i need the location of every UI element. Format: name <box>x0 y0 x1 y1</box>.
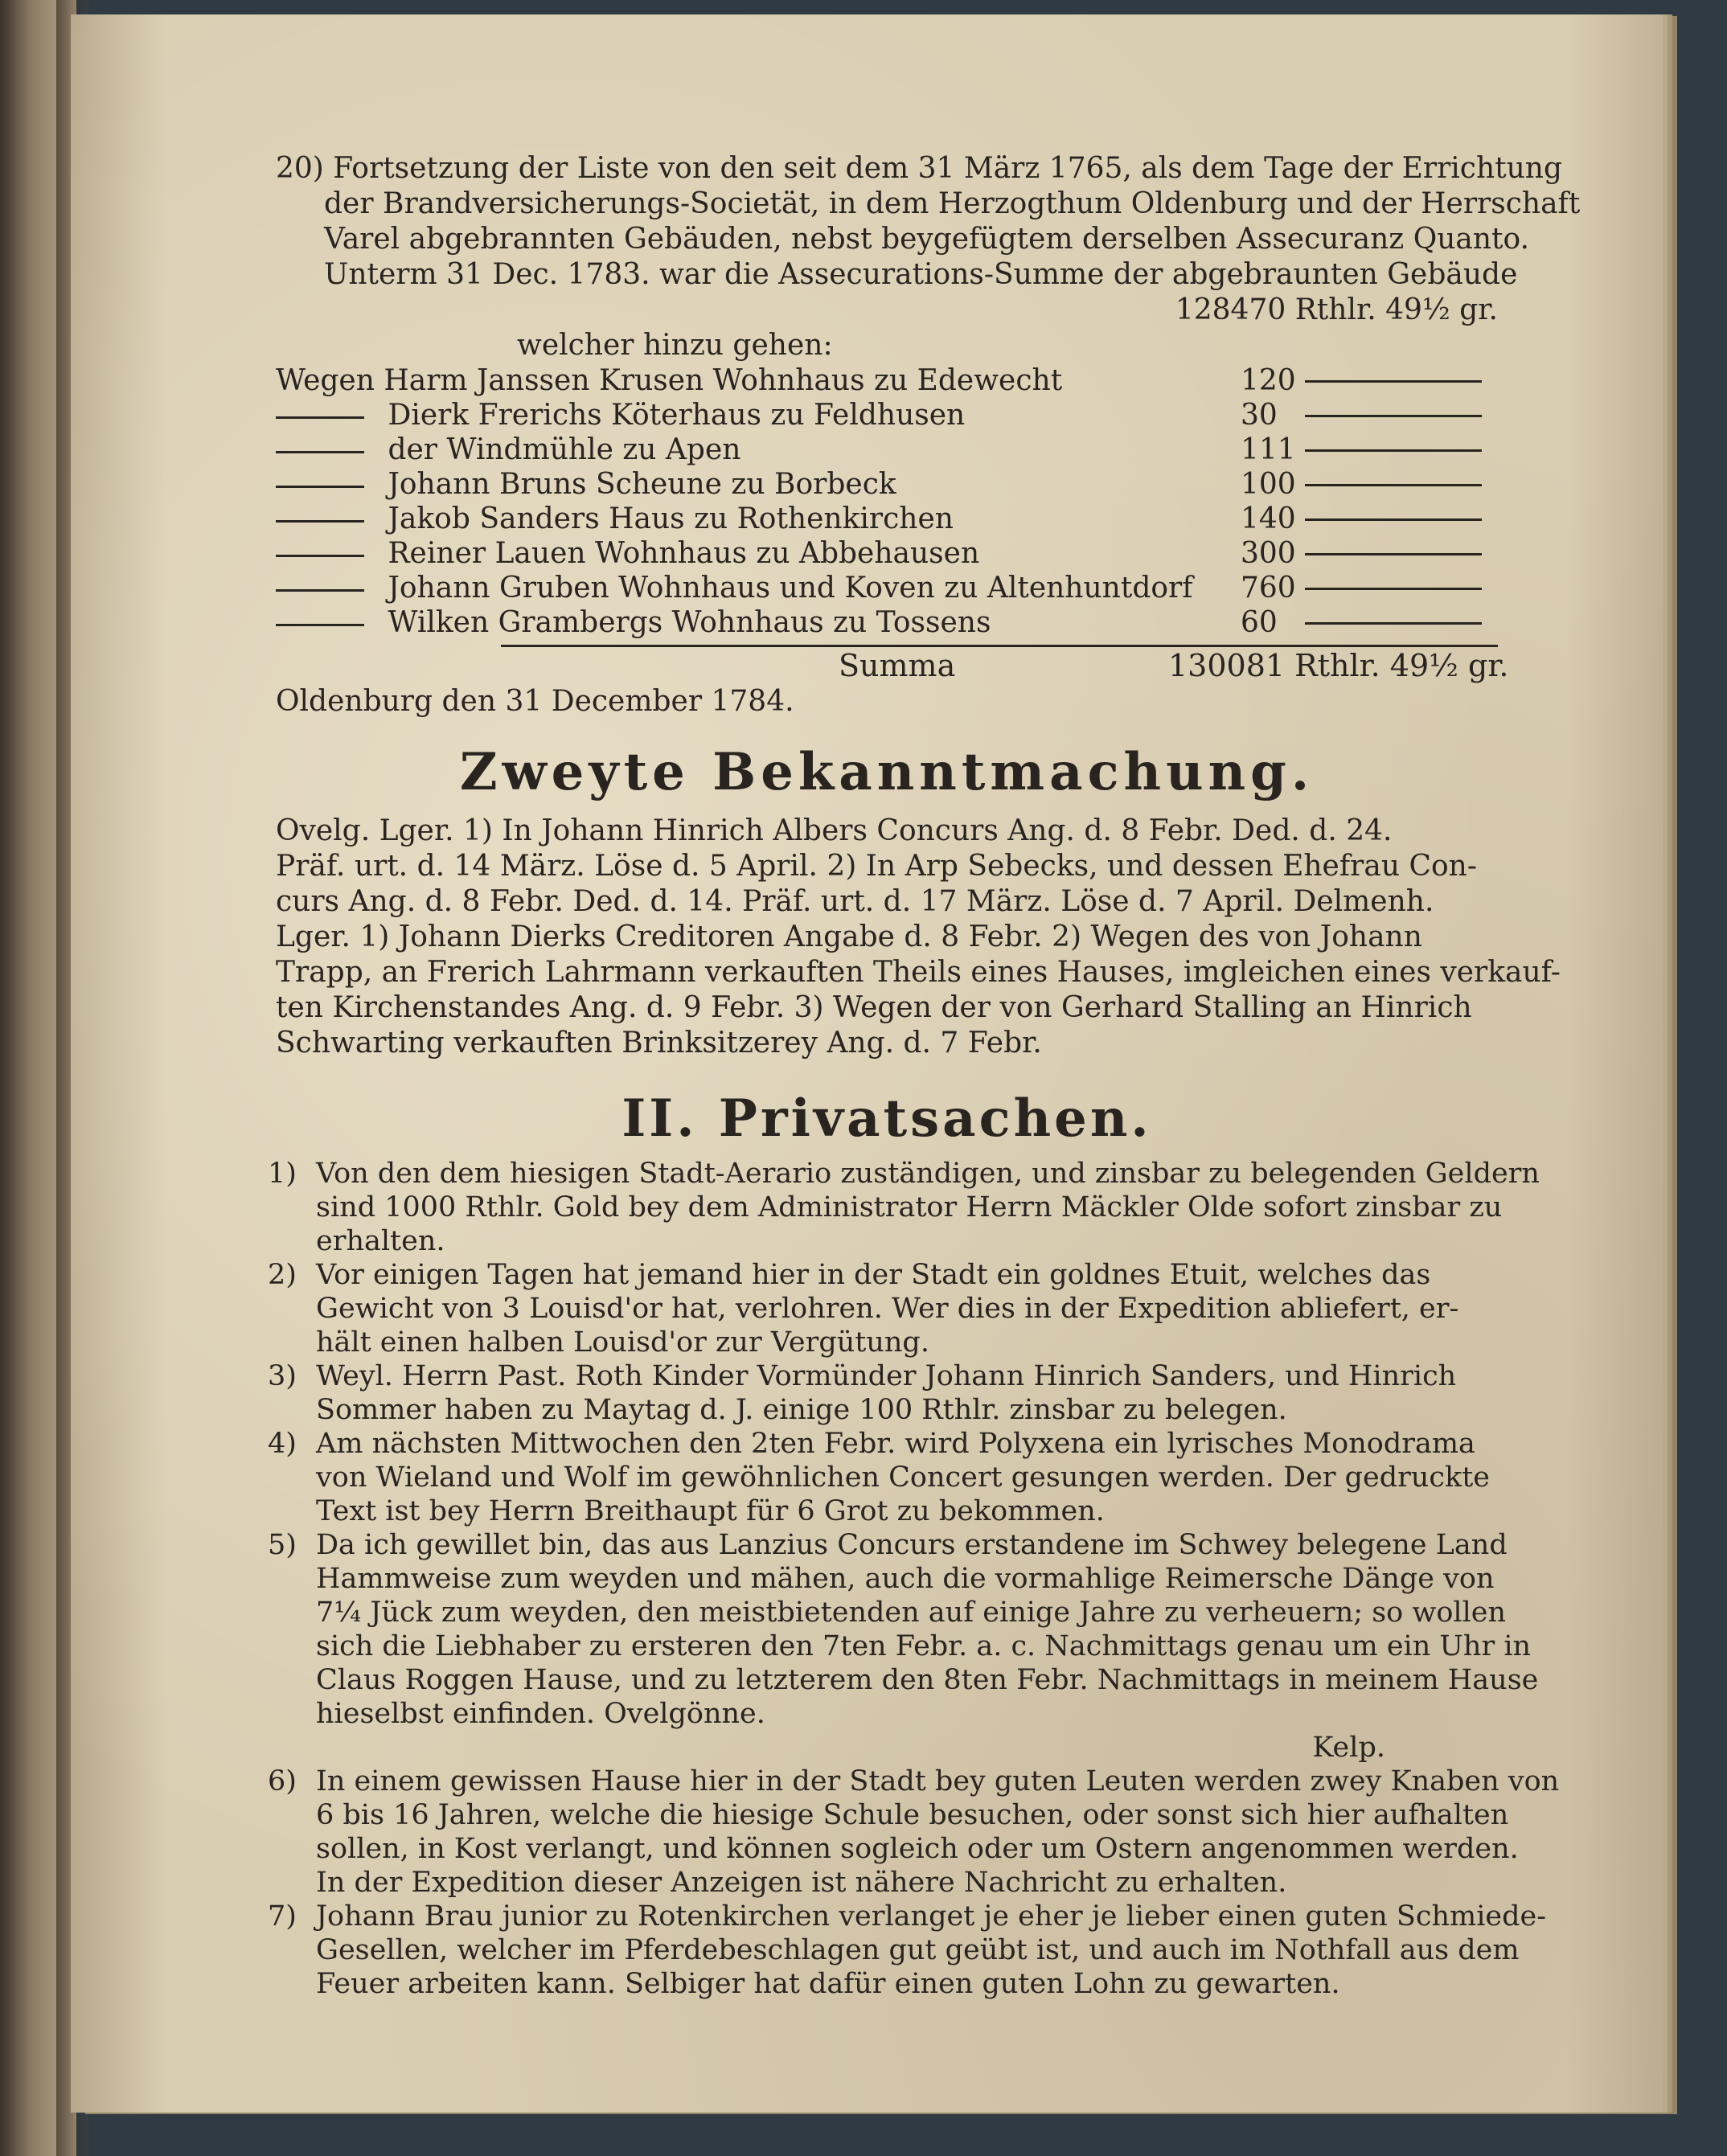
ditto-dash <box>276 555 364 557</box>
item-line: Johann Brau junior zu Rotenkirchen verlanget je eher je lieber einen guten Schmiede- <box>316 1900 1547 1933</box>
list-item <box>276 363 1498 398</box>
list-item <box>268 1157 1540 1258</box>
list-item <box>268 1900 1547 2001</box>
summa-line <box>276 647 1509 684</box>
amount-dash <box>1305 588 1482 590</box>
intro-line-4: Unterm 31 Dec. 1783. war die Assecurations-Summe der abgebraunten Gebäude <box>324 258 1518 291</box>
item-line: Weyl. Herrn Past. Roth Kinder Vormünder Johann Hinrich Sanders, und Hinrich <box>316 1360 1457 1392</box>
entry-label: Johann Bruns Scheune zu Borbeck <box>388 468 896 501</box>
entry-label: Johann Gruben Wohnhaus und Koven zu Altenhuntdorf <box>388 572 1193 605</box>
item-line: hieselbst einfinden. Ovelgönne. <box>316 1698 765 1730</box>
section-heading-privatsachen: II. Privatsachen. <box>621 1088 1152 1149</box>
entry-amount: 760 <box>1241 572 1296 605</box>
item-number: 4) <box>268 1428 297 1460</box>
item-line: Gewicht von 3 Louisd'or hat, verlohren. Wer dies in der Expedition abliefert, er- <box>316 1293 1459 1325</box>
item-line: Da ich gewillet bin, das aus Lanzius Concurs erstandene im Schwey belegene Land <box>316 1529 1508 1561</box>
item-line: Sommer haben zu Maytag d. J. einige 100 Rthlr. zinsbar zu belegen. <box>316 1394 1287 1426</box>
item-line: sich die Liebhaber zu ersteren den 7ten Febr. a. c. Nachmittags genau um ein Uhr in <box>316 1630 1532 1662</box>
item-line: Gesellen, welcher im Pferdebeschlagen gut geübt ist, und auch im Nothfall aus dem <box>316 1934 1520 1966</box>
ditto-dash <box>276 486 364 488</box>
item-line: Claus Roggen Hause, und zu letzterem den 8ten Febr. Nachmittags in meinem Hause <box>316 1664 1539 1696</box>
item-line: Hammweise zum weyden und mähen, auch die vormahlige Reimersche Dänge von <box>316 1563 1495 1595</box>
intro-line-3: Varel abgebrannten Gebäuden, nebst beygefügtem derselben Assecuranz Quanto. <box>324 223 1530 256</box>
notice-line: Ovelg. Lger. 1) In Johann Hinrich Albers Concurs Ang. d. 8 Febr. Ded. d. 24. <box>276 814 1393 847</box>
item-number: 1) <box>268 1158 297 1190</box>
entry-amount: 30 <box>1241 399 1278 432</box>
item-line: sind 1000 Rthlr. Gold bey dem Administrator Herrn Mäckler Olde sofort zinsbar zu <box>316 1191 1503 1224</box>
entry-label: Dierk Frerichs Köterhaus zu Feldhusen <box>388 399 966 432</box>
entry-amount: 300 <box>1241 537 1296 570</box>
entry-amount: 100 <box>1241 468 1296 501</box>
list-item <box>276 536 1498 571</box>
item-line: Am nächsten Mittwochen den 2ten Febr. wird Polyxena ein lyrisches Monodrama <box>316 1428 1475 1460</box>
list-item <box>268 1765 1560 1900</box>
notice-line: curs Ang. d. 8 Febr. Ded. d. 14. Präf. urt. d. 17 März. Löse d. 7 April. Delmenh. <box>276 885 1434 918</box>
signature: Kelp. <box>1312 1732 1385 1764</box>
amount-dash <box>1305 484 1482 486</box>
item-line: von Wieland und Wolf im gewöhnlichen Concert gesungen werden. Der gedruckte <box>316 1461 1491 1494</box>
ditto-dash <box>276 520 364 523</box>
list-item <box>276 502 1498 536</box>
item-line: 6 bis 16 Jahren, welche die hiesige Schule besuchen, oder sonst sich hier aufhalten <box>316 1799 1509 1831</box>
entry-amount: 140 <box>1241 502 1296 535</box>
item-line: Feuer arbeiten kann. Selbiger hat dafür einen guten Lohn zu gewarten. <box>316 1968 1340 2000</box>
ditto-dash <box>276 624 364 626</box>
amount-dash <box>1305 553 1482 555</box>
section-heading-zweyte: Zweyte Bekanntmachung. <box>459 742 1315 802</box>
item-number: 3) <box>268 1360 297 1392</box>
entry-label: Jakob Sanders Haus zu Rothenkirchen <box>388 502 954 535</box>
list-item <box>268 1359 1498 1427</box>
place-date: Oldenburg den 31 December 1784. <box>276 685 794 718</box>
notice-line: Trapp, an Frerich Lahrmann verkauften Theils eines Hauses, imgleichen eines verkauf- <box>276 956 1561 989</box>
item-line: erhalten. <box>316 1225 445 1257</box>
amount-dash <box>1305 519 1482 521</box>
list-item <box>276 432 1498 467</box>
amount-dash <box>1305 449 1482 452</box>
additions-label: welcher hinzu gehen: <box>517 329 833 362</box>
item-number: 2) <box>268 1259 297 1291</box>
amount-dash <box>1305 415 1482 417</box>
item-line: In einem gewissen Hause hier in der Stadt bey guten Leuten werden zwey Knaben von <box>316 1765 1560 1797</box>
item-line: 7¼ Jück zum weyden, den meistbietenden auf einige Jahre zu verheuern; so wollen <box>316 1597 1507 1629</box>
item-line: Vor einigen Tagen hat jemand hier in der Stadt ein goldnes Etuit, welches das <box>316 1259 1431 1291</box>
notice-line: Lger. 1) Johann Dierks Creditoren Angabe d. 8 Febr. 2) Wegen des von Johann <box>276 920 1422 953</box>
ditto-dash <box>276 416 364 419</box>
notice-line: Schwarting verkauften Brinksitzerey Ang. d. 7 Febr. <box>276 1027 1042 1060</box>
entry-amount: 120 <box>1241 364 1296 397</box>
entry-amount: 60 <box>1241 606 1278 639</box>
entry-label: Reiner Lauen Wohnhaus zu Abbehausen <box>388 537 980 570</box>
summa-label: Summa <box>839 648 956 683</box>
item-number: 5) <box>268 1529 297 1561</box>
item-line: Von den dem hiesigen Stadt-Aerario zuständigen, und zinsbar zu belegenden Geldern <box>316 1158 1540 1190</box>
item-line: hält einen halben Louisd'or zur Vergütung. <box>316 1326 929 1359</box>
intro-line-2: der Brandversicherungs-Societät, in dem Herzogthum Oldenburg und der Herrschaft <box>324 187 1581 220</box>
entry-label: Wegen Harm Janssen Krusen Wohnhaus zu Edewecht <box>276 364 1063 397</box>
ditto-dash <box>276 451 364 453</box>
amount-dash <box>1305 622 1482 625</box>
item-number: 6) <box>268 1765 297 1797</box>
notice-line: ten Kirchenstandes Ang. d. 9 Febr. 3) Wegen der von Gerhard Stalling an Hinrich <box>276 991 1472 1024</box>
amount-dash <box>1305 380 1482 383</box>
entry-label: Wilken Grambergs Wohnhaus zu Tossens <box>388 606 991 639</box>
private-items <box>268 1157 1560 2001</box>
prior-total: 128470 Rthlr. 49½ gr. <box>1175 293 1498 326</box>
entry-list <box>276 363 1498 640</box>
notice-line: Präf. urt. d. 14 März. Löse d. 5 April. 2) In Arp Sebecks, und dessen Ehefrau Con- <box>276 850 1478 883</box>
list-item <box>276 398 1498 432</box>
entry-label: der Windmühle zu Apen <box>388 433 741 466</box>
list-item <box>268 1258 1498 1359</box>
list-item <box>276 605 1498 640</box>
list-item <box>276 467 1498 502</box>
list-item <box>276 571 1498 605</box>
list-item <box>268 1427 1498 1528</box>
list-item <box>268 1528 1539 1765</box>
summa-total: 130081 Rthlr. 49½ gr. <box>1168 648 1509 683</box>
item-line: In der Expedition dieser Anzeigen ist nähere Nachricht zu erhalten. <box>316 1867 1287 1899</box>
ditto-dash <box>276 589 364 592</box>
item-line: sollen, in Kost verlangt, und können sogleich oder um Ostern angenommen werden. <box>316 1833 1519 1865</box>
intro-line-1: 20) Fortsetzung der Liste von den seit dem 31 März 1765, als dem Tage der Errichtung <box>276 152 1563 185</box>
document-page <box>71 14 1663 2113</box>
item-number: 7) <box>268 1900 297 1933</box>
page-content <box>268 151 1581 2001</box>
item-line: Text ist bey Herrn Breithaupt für 6 Grot zu bekommen. <box>316 1495 1105 1527</box>
entry-amount: 111 <box>1241 433 1296 466</box>
